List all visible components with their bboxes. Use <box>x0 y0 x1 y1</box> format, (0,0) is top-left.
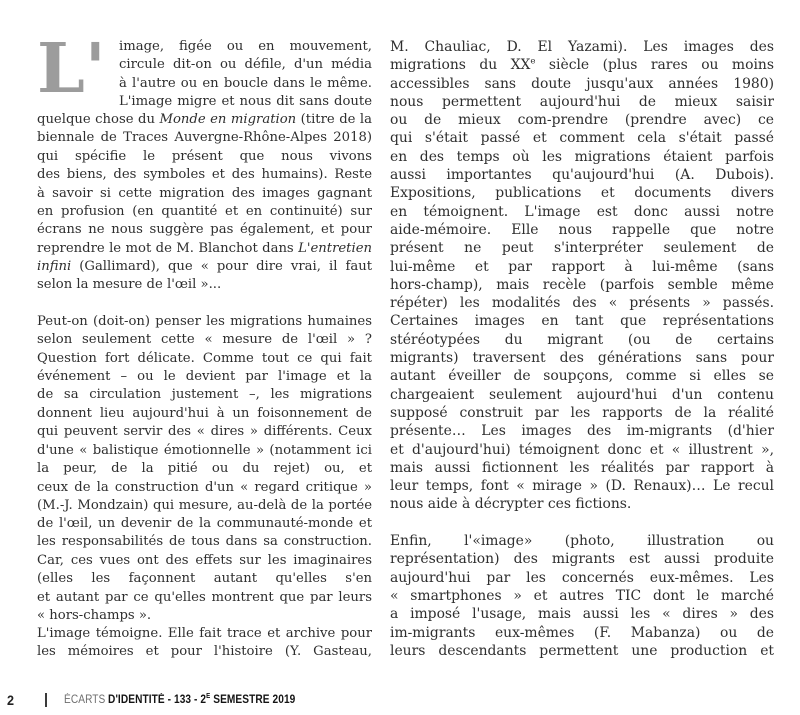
text-line: qui peuvent servir des « dires » différents. Ceux <box>37 424 372 440</box>
text-line: L'image témoigne. Elle fait trace et archive pour <box>37 626 372 642</box>
text-line: leur temps, font « mirage » (D. Renaux)… Le recul <box>390 478 774 495</box>
text-line: infini (Gallimard), que « pour dire vrai, il faut <box>37 258 372 274</box>
text-line: de sa circulation justement –, les migrations <box>37 387 372 403</box>
paragraph <box>390 532 774 660</box>
text-line: représentation) des migrants est aussi produite <box>390 551 774 568</box>
journal-title <box>64 694 295 706</box>
text-line: im-migrants eux-mêmes (F. Mabanza) ou de <box>390 624 774 641</box>
text-line: migrants) traversent des générations sans pour <box>390 350 774 367</box>
paragraph <box>390 38 774 514</box>
text-line: biennale de Traces Auvergne-Rhône-Alpes 2018) <box>37 130 372 146</box>
text-line: présent ne peut s'interpréter seulement de <box>390 240 774 257</box>
text-line: supposé construit par les rapports de la réalité <box>390 404 774 421</box>
text-line: reprendre le mot de M. Blanchot dans L'entretien <box>37 240 372 256</box>
text-line: « smartphones » et autres TIC dont le marché <box>390 587 774 604</box>
page-footer <box>0 691 800 715</box>
text-line: chargeaient seulement aujourd'hui d'un contenu <box>390 386 774 403</box>
text-line: en profusion (en quantité et en continuité) sur <box>37 203 372 219</box>
text-line: Expositions, publications et documents divers <box>390 185 774 202</box>
text-line: de l'œil, un devenir de la communauté-monde et <box>37 516 372 532</box>
text-line: L'image migre et nous dit sans doute <box>119 93 372 109</box>
text-line: Question fort délicate. Comme tout ce qui fait <box>37 350 372 366</box>
text-line: ceux de la construction d'un « regard critique » <box>37 479 372 495</box>
right-column <box>390 38 774 660</box>
text-line: (elles les façonnent autant qu'elles s'en <box>37 571 372 587</box>
text-line: aujourd'hui par les concernés eux-mêmes. Les <box>390 569 774 586</box>
text-line: autant éveiller de soupçons, comme si elles se <box>390 368 774 385</box>
text-line: a imposé l'usage, mais aussi les « dires » des <box>390 606 774 623</box>
text-line: mais aussi fictionnent les réalités par rapport à <box>390 459 774 476</box>
text-line: donnent lieu aujourd'hui à un foisonnement de <box>37 405 372 421</box>
text-line: qui spécifie le présent que nous vivons <box>37 148 372 164</box>
text-line: présente… Les images des im-migrants (d'hier <box>390 423 774 440</box>
text-line: en témoignent. L'image est donc aussi notre <box>390 203 774 220</box>
text-line: Certaines images en tant que représentations <box>390 313 774 330</box>
text-line: d'une « balistique émotionnelle » (notamment ici <box>37 442 372 458</box>
text-line: selon seulement cette « mesure de l'œil » ? <box>37 332 372 348</box>
journal-name-bold: D'IDENTITÉ <box>108 694 165 706</box>
text-line: à l'autre ou en boucle dans le même. <box>119 75 372 91</box>
text-line: à savoir si cette migration des images gagnant <box>37 185 372 201</box>
text-line: des biens, des symboles et des humains). Reste <box>37 167 372 183</box>
text-line: et d'aujourd'hui) témoignent donc et « illustrent », <box>390 441 774 458</box>
journal-name-light: ÉCARTS <box>64 694 106 706</box>
text-line: événement – ou le devient par l'image et la <box>37 368 372 384</box>
paragraph <box>37 625 372 662</box>
text-line: ou de mieux com-prendre (prendre avec) ce <box>390 112 774 129</box>
text-line: écrans ne nous suggère pas également, et pour <box>37 222 372 238</box>
paragraph <box>37 313 372 625</box>
text-line: migrations du XXe siècle (plus rares ou moins <box>390 56 774 74</box>
issue-semester: SEMESTRE 2019 <box>210 694 296 706</box>
text-line: qui s'était passé et comment cela s'était passé <box>390 130 774 147</box>
text-line: lui-même et par rapport à lui-même (sans <box>390 258 774 275</box>
paragraph <box>37 29 372 295</box>
text-line: nous permettent aujourd'hui de mieux saisir <box>390 93 774 110</box>
text-line: image, figée ou en mouvement, <box>119 39 372 54</box>
text-line: aussi importantes qu'aujourd'hui (A. Dubois). <box>390 167 774 184</box>
footer-divider <box>45 693 47 707</box>
text-line: stéréotypées du migrant (ou de certains <box>390 331 774 348</box>
issue-superscript: E <box>206 693 211 701</box>
text-line: en des temps où les migrations étaient parfois <box>390 148 774 165</box>
text-line: hors-champ), mais recèle (parfois semble même <box>390 276 774 293</box>
text-line: les responsabilités de tous dans sa construction. <box>37 534 372 550</box>
dropcap: L' <box>37 29 106 109</box>
text-line: selon la mesure de l'œil »... <box>37 277 222 293</box>
text-line: et autant par ce qu'elles montrent que par leurs <box>37 589 372 605</box>
text-line: les mémoires et pour l'histoire (Y. Gasteau, <box>37 644 372 660</box>
text-line: la peur, de la pitié ou du rejet) ou, et <box>37 461 372 477</box>
text-line: accessibles sans doute jusqu'aux années 1980) <box>390 75 774 92</box>
text-line: Enfin, l'«image» (photo, illustration ou <box>390 533 774 550</box>
text-line: Peut-on (doit-on) penser les migrations humaines <box>37 314 372 330</box>
text-line: circule dit-on ou défile, d'un média <box>119 57 372 73</box>
text-line: (M.-J. Mondzain) qui mesure, au-delà de la portée <box>37 497 372 513</box>
issue-number: - 133 - 2 <box>164 694 207 706</box>
text-line: M. Chauliac, D. El Yazami). Les images des <box>390 39 774 55</box>
page-number: 2 <box>7 692 15 708</box>
left-column <box>37 29 372 662</box>
text-line: répéter) les modalités des « présents » passés. <box>390 295 774 312</box>
text-line: quelque chose du Monde en migration (titre de la <box>37 112 372 128</box>
text-line: aide-mémoire. Elle nous rappelle que notre <box>390 221 774 238</box>
text-line: Car, ces vues ont des effets sur les imaginaires <box>37 552 372 568</box>
text-line: « hors-champs ». <box>37 607 152 623</box>
text-line: leurs descendants permettent une production et <box>390 642 774 659</box>
text-line: nous aide à décrypter ces fictions. <box>390 496 632 513</box>
